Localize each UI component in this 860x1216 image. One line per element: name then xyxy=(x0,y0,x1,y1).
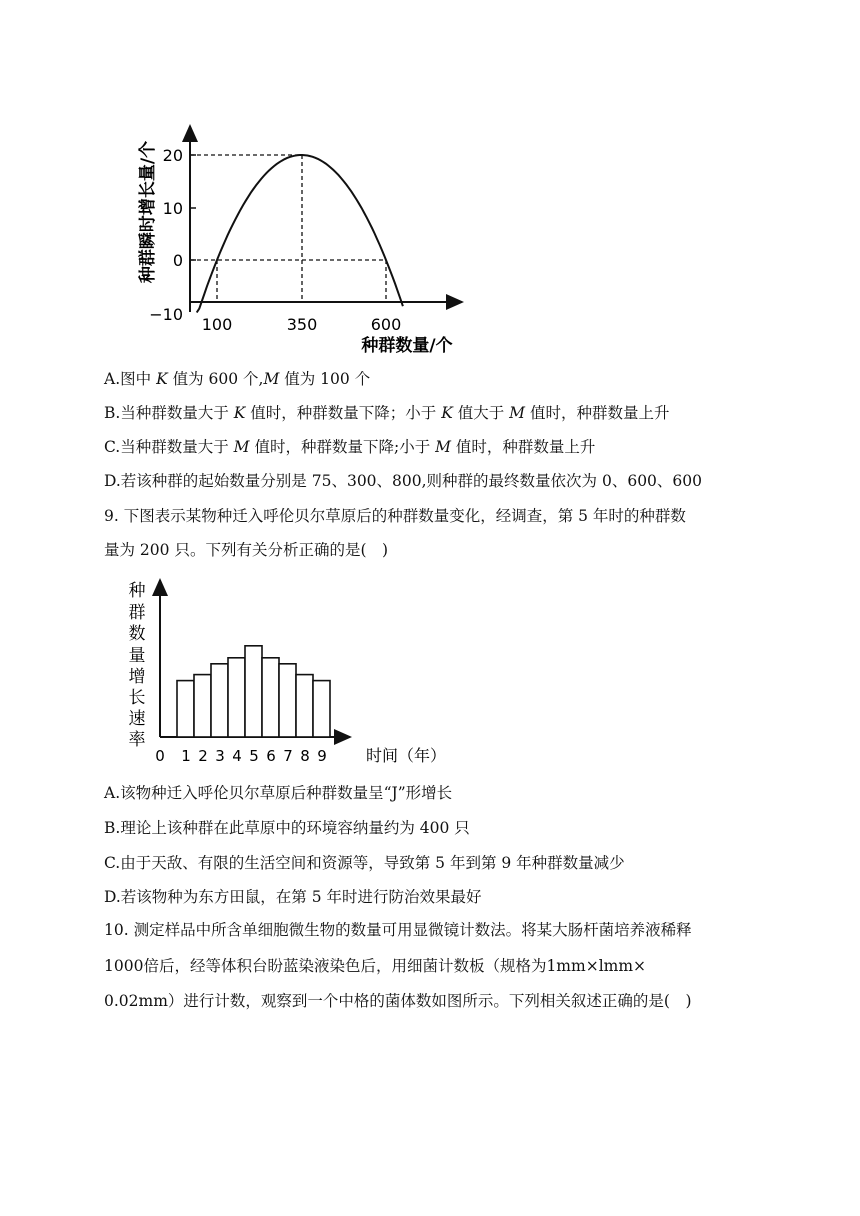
y-label-char: 增 xyxy=(128,667,146,687)
growth-curve-chart xyxy=(0,0,860,360)
bar xyxy=(262,658,279,737)
bar xyxy=(279,664,296,737)
q8-option-c: C.当种群数量大于 M 值时，种群数量下降;小于 M 值时，种群数量上升 xyxy=(104,438,596,456)
growth-rate-bar-chart xyxy=(0,572,860,792)
y-tick-label: 0 xyxy=(172,251,183,270)
y-label-char: 数 xyxy=(128,624,146,644)
q9-option-a: A.该物种迁入呼伦贝尔草原后种群数量呈“J”形增长 xyxy=(104,784,453,802)
q9-option-d: D.若该物种为东方田鼠，在第 5 年时进行防治效果最好 xyxy=(104,888,482,906)
bar xyxy=(313,681,330,737)
x-tick-label: 600 xyxy=(370,315,402,334)
bars xyxy=(177,646,330,737)
x-tick-label: 4 xyxy=(232,747,242,765)
bar xyxy=(228,658,245,737)
y-label-char: 种 xyxy=(128,581,146,601)
q9-option-b: B.理论上该种群在此草原中的环境容纳量约为 400 只 xyxy=(104,819,470,837)
q8-option-b: B.当种群数量大于 K 值时，种群数量下降；小于 K 值大于 M 值时，种群数量上升 xyxy=(104,404,670,422)
y-axis-label xyxy=(129,581,146,750)
y-label-char: 群 xyxy=(128,603,146,623)
x-tick-label: 8 xyxy=(300,747,310,765)
bar xyxy=(194,675,211,737)
y-tick-label: 20 xyxy=(162,146,183,165)
q10-stem-line2: 1000倍后，经等体积台盼蓝染液染色后，用细菌计数板（规格为1mm×lmm× xyxy=(104,957,647,975)
q8-option-a: A.图中 K 值为 600 个,M 值为 100 个 xyxy=(104,370,371,388)
q10-stem-line1: 10. 测定样品中所含单细胞微生物的数量可用显微镜计数法。将某大肠杆菌培养液稀释 xyxy=(104,921,692,939)
q9-stem-line2: 量为 200 只。下列有关分析正确的是( ) xyxy=(104,541,389,559)
x-tick-label: 7 xyxy=(283,747,293,765)
x-axis-label: 时间（年） xyxy=(365,746,447,765)
q10-stem-line3: 0.02mm）进行计数，观察到一个中格的菌体数如图所示。下列相关叙述正确的是( ) xyxy=(104,992,692,1010)
x-tick-label: 5 xyxy=(249,747,259,765)
x-tick-label: 3 xyxy=(215,747,225,765)
y-label-char: 率 xyxy=(128,730,146,750)
y-tick-label: −10 xyxy=(149,305,183,324)
x-tick-label: 1 xyxy=(181,747,191,765)
bar xyxy=(177,681,194,737)
x-tick-label: 9 xyxy=(317,747,327,765)
y-axis-label: 种群瞬时增长量/个 xyxy=(138,140,158,284)
y-label-char: 速 xyxy=(128,709,146,729)
q8-option-d: D.若该种群的起始数量分别是 75、300、800,则种群的最终数量依次为 0、600、600 xyxy=(104,472,703,490)
q9-stem-line1: 9. 下图表示某物种迁入呼伦贝尔草原后的种群数量变化，经调查，第 5 年时的种群数 xyxy=(104,507,686,525)
x-tick-label: 2 xyxy=(198,747,208,765)
bar xyxy=(245,646,262,737)
x-axis-label: 种群数量/个 xyxy=(361,336,453,356)
growth-curve xyxy=(197,155,403,313)
q9-option-c: C.由于天敌、有限的生活空间和资源等，导致第 5 年到第 9 年种群数量减少 xyxy=(104,854,625,872)
x-tick-label: 100 xyxy=(201,315,233,334)
x-tick-label: 0 xyxy=(155,747,165,765)
x-tick-label: 350 xyxy=(286,315,318,334)
bar xyxy=(211,664,228,737)
bar xyxy=(296,675,313,737)
y-tick-label: 10 xyxy=(162,199,183,218)
y-label-char: 量 xyxy=(128,646,146,666)
y-label-char: 长 xyxy=(128,688,146,708)
x-tick-label: 6 xyxy=(266,747,276,765)
